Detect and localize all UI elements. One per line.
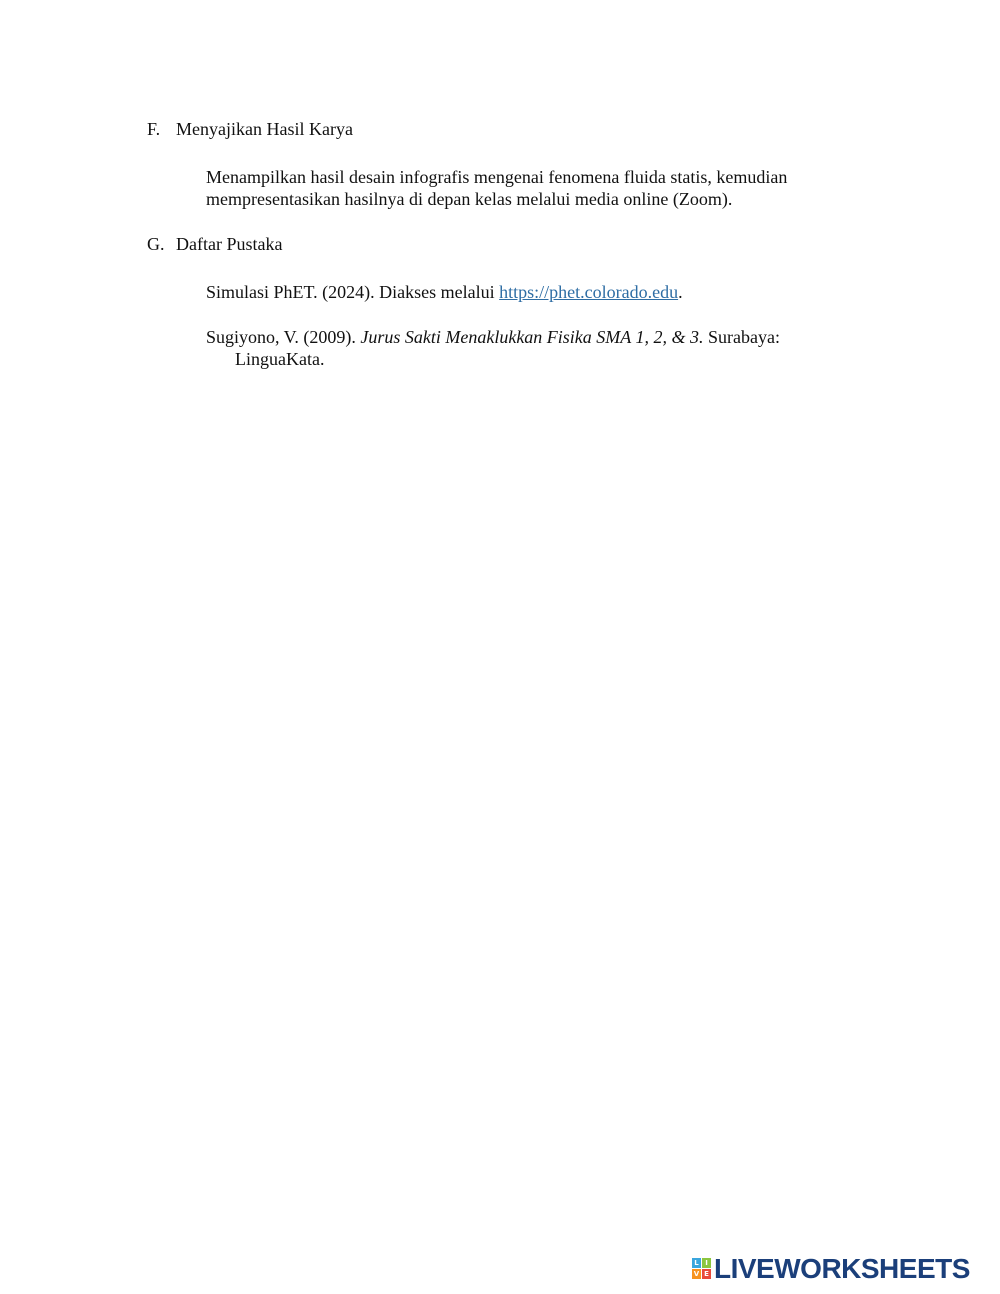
reference-sugiyono-publisher: Surabaya: LinguaKata. (235, 327, 780, 369)
phet-link[interactable]: https://phet.colorado.edu (499, 282, 679, 302)
section-f-heading (147, 118, 353, 140)
reference-sugiyono-author: Sugiyono, V. (2009). (206, 327, 361, 347)
liveworksheets-logo (692, 1254, 970, 1284)
section-g-title: Daftar Pustaka (176, 234, 283, 254)
reference-phet-text: Simulasi PhET. (2024). Diakses melalui (206, 282, 500, 302)
reference-phet (206, 281, 866, 303)
logo-text: LIVEWORKSHEETS (714, 1253, 970, 1284)
live-mark-letter-l: L (692, 1258, 701, 1268)
reference-sugiyono (206, 326, 866, 370)
reference-sugiyono-book-title: Jurus Sakti Menaklukkan Fisika SMA 1, 2, & 3. (360, 327, 704, 347)
reference-phet-end: . (678, 282, 683, 302)
section-g-heading (147, 233, 282, 255)
section-f-title: Menyajikan Hasil Karya (176, 119, 353, 139)
section-g-letter: G. (147, 234, 165, 254)
live-mark-letter-e: E (702, 1269, 711, 1279)
live-mark-icon (692, 1258, 711, 1280)
section-f-paragraph: Menampilkan hasil desain infografis mengenai fenomena fluida statis, kemudian mempresentasikan hasilnya di depan kelas melalui media online (Zoom). (206, 167, 788, 209)
live-mark-letter-i: I (702, 1258, 711, 1268)
section-f-letter: F. (147, 119, 161, 139)
live-mark-letter-v: V (693, 1270, 700, 1278)
